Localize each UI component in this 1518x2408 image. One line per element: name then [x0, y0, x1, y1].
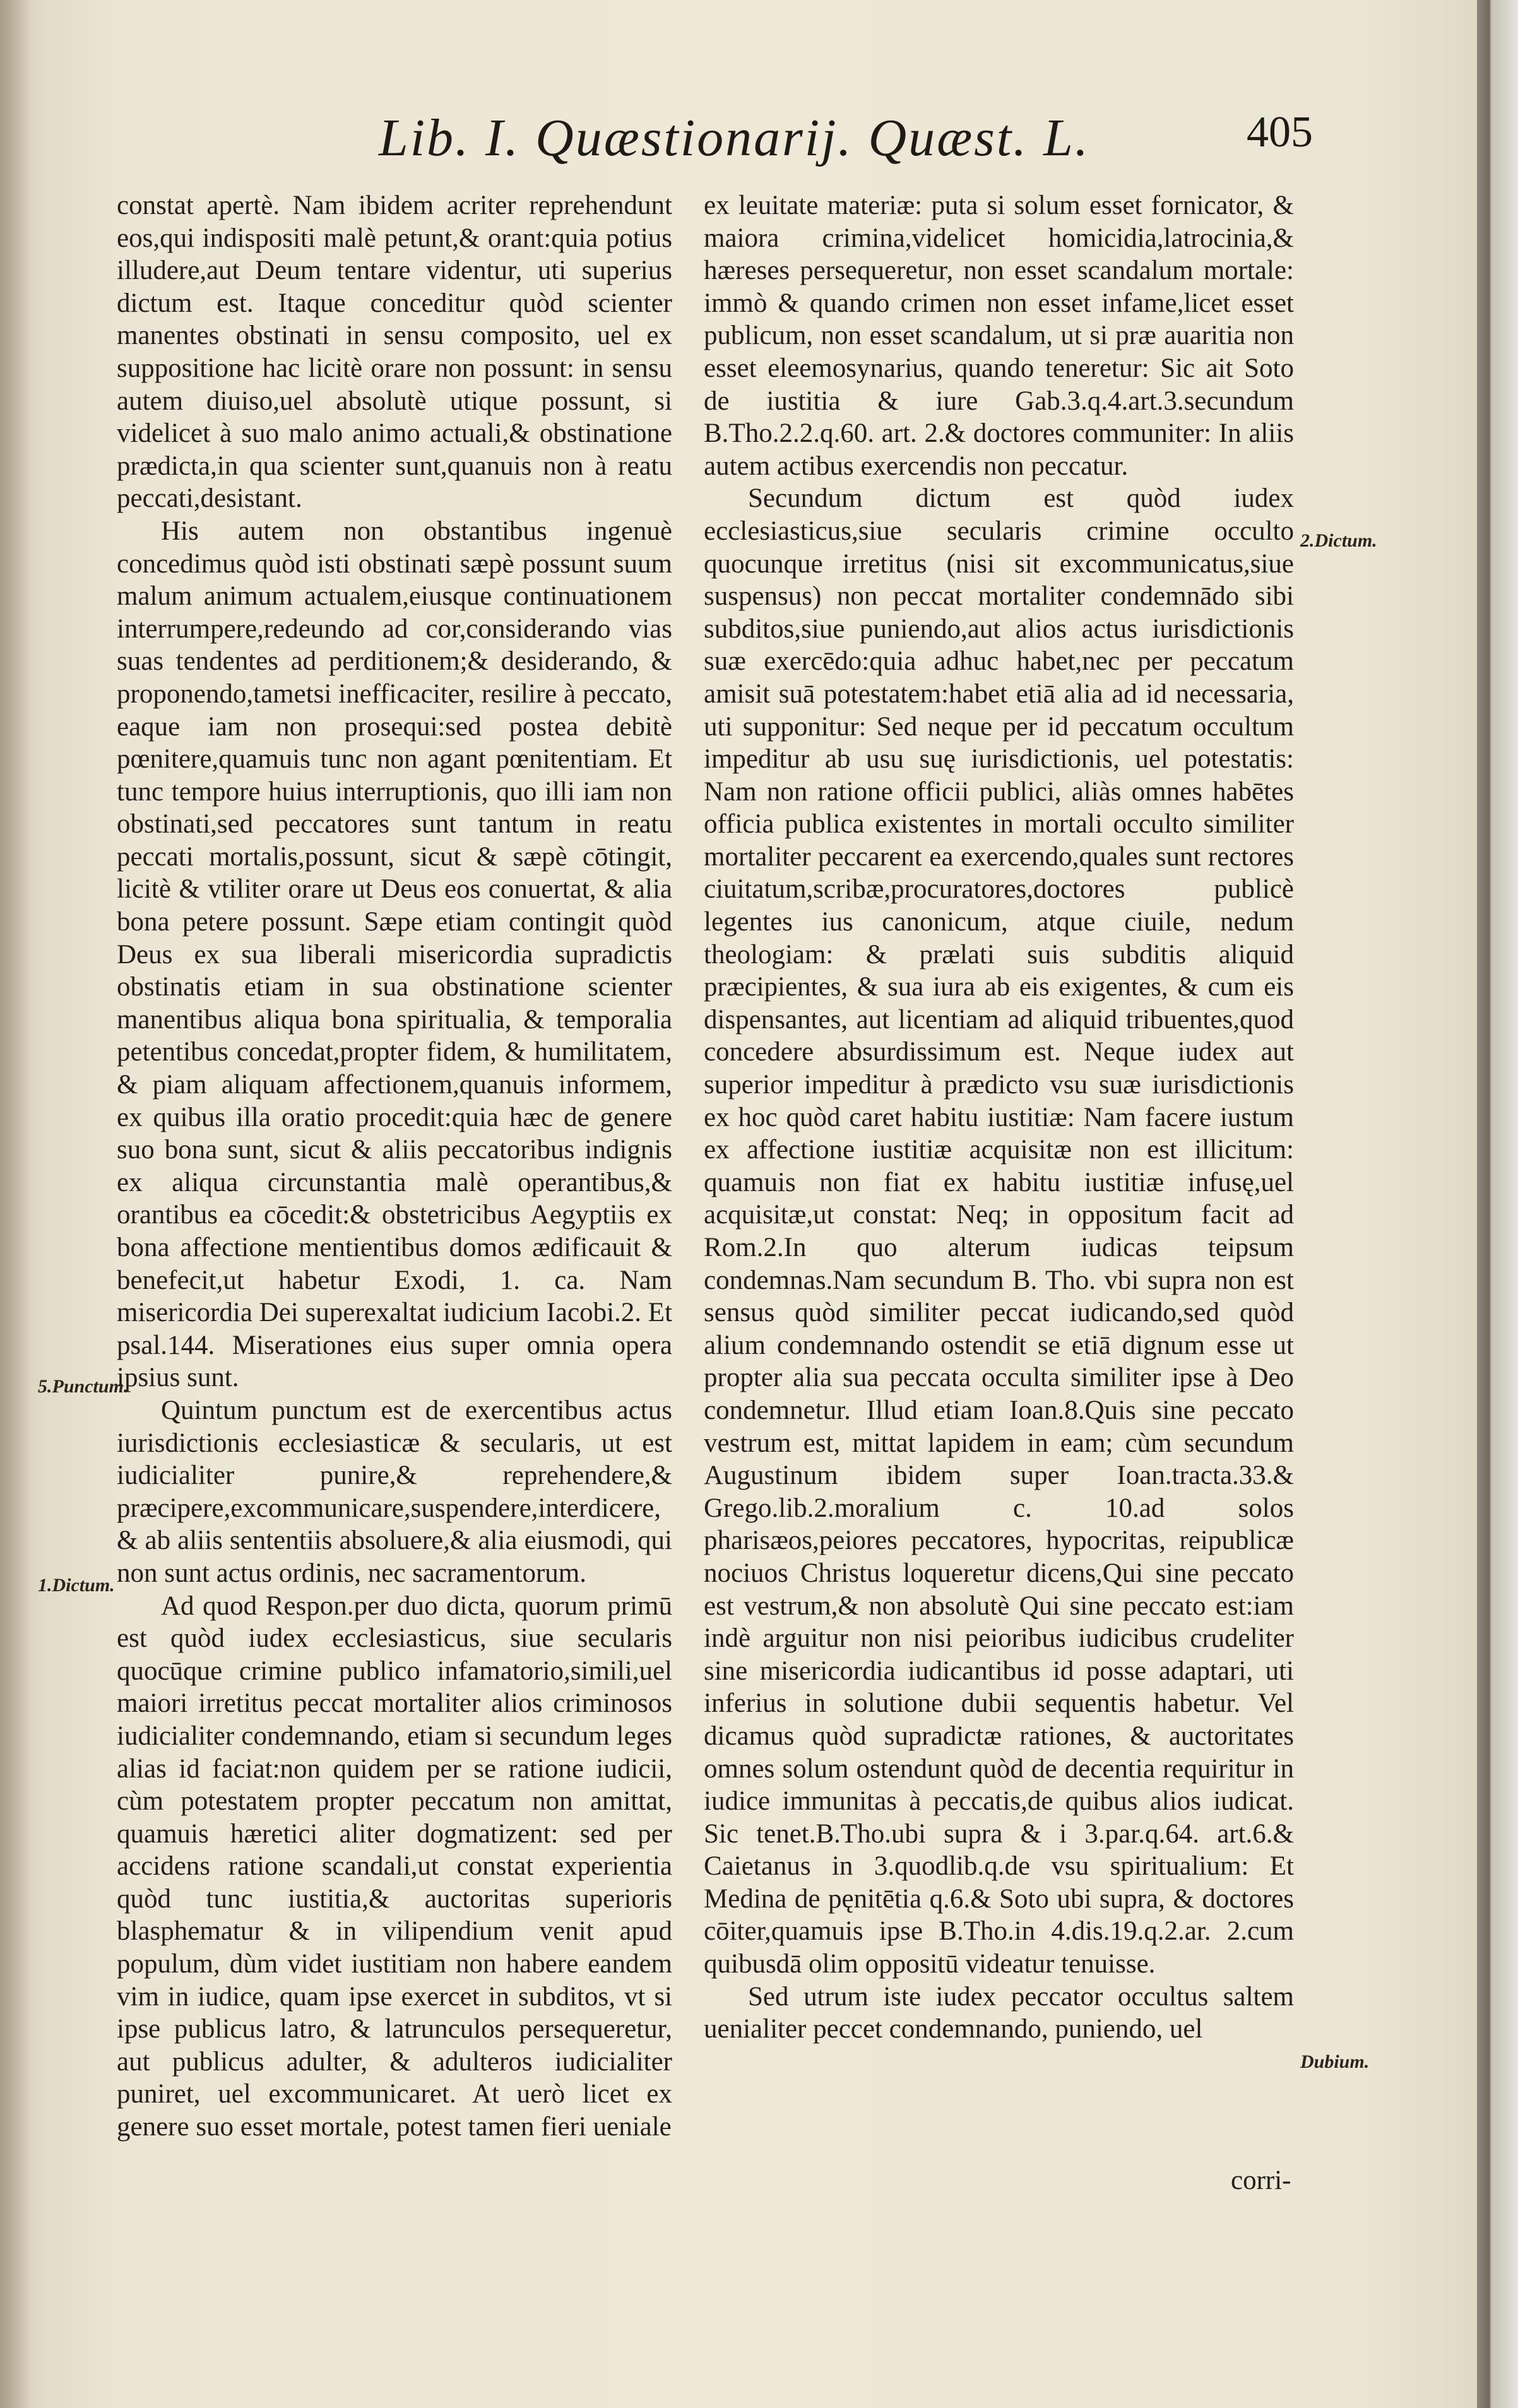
page-edge: [1477, 0, 1518, 2408]
right-paragraph-3: Sed utrum iste iudex peccator occultus saltem uenialiter peccet condemnando, puniendo, uel: [704, 1981, 1294, 2044]
running-head: [379, 107, 1313, 183]
marginal-note-dubium: Dubium.: [1300, 2051, 1370, 2072]
gutter-shadow: [0, 0, 32, 2408]
running-head-title: Lib. I. Quæstionarij. Quæst. L.: [379, 109, 1090, 167]
right-paragraph-2: Secundum dictum est quòd iudex ecclesiasticus,siue secularis crimine occulto quocunque irretitus (nisi sit excommunicatus,siue suspensus) non peccat mortaliter condemnādo sibi subditos,siue puniendo,aut alios actus iurisdictionis suæ exercēdo:quia adhuc habet,nec per peccatum amisit suā potestatem:habet etiā alia ad id necessaria, uti supponitur: Sed neque per id peccatum occultum impeditur ab usu suę iurisdictionis, uel potestatis: Nam non ratione officii publici, aliàs omnes habētes officia publica existentes in mortali occulto similiter mortaliter peccarent ea exercendo,quales sunt rectores ciuitatum,scribæ,procuratores,doctores publicè legentes ius canonicum, atque ciuile, nedum theologiam: & prælati suis subditis aliquid præcipientes, & sua iura ab eis exigentes, & cum eis dispensantes, aut licentiam ad aliquid tribuentes,quod concedere absurdissimum est. Neque iudex aut superior impeditur à prædicto vsu suæ iurisdictionis ex hoc quòd caret habitu iustitiæ: Nam facere iustum ex affectione iustitiæ acquisitæ non est illicitum: quamuis non fiat ex habitu iustitiæ infusę,uel acquisitæ,ut constat: Neq; in oppositum facit ad Rom.2.In quo alterum iudicas teipsum condemnas.Nam secundum B. Tho. vbi supra non est sensus quòd similiter peccat iudicando,sed quòd alium condemnando ostendit se etiā dignum esse ut propter alia sua peccata occulta similiter ipse à Deo condemnetur. Illud etiam Ioan.8.Quis sine peccato vestrum est, mittat lapidem in eam; cùm secundum Augustinum ibidem super Ioan.tracta.33.& Grego.lib.2.moralium c. 10.ad solos pharisæos,peiores peccatores, hypocritas, reipublicæ nociuos Christus loqueretur dicens,Qui sine peccato est vestrum,& non absolutè Qui sine peccato est:iam indè arguitur non nisi peioribus iudicibus crudeliter sine misericordia iudicantibus id posse adaptari, uti inferius in solutione dubii sequentis habetur. Vel dicamus quòd supradictæ rationes, & auctoritates omnes solum ostendunt quòd de decentia requiritur in iudice immunitas à peccatis,de quibus alios iudicat. Sic tenet.B.Tho.ubi supra & i 3.par.q.64. art.6.& Caietanus in 3.quodlib.q.de vsu spiritualium: Et Medina de pęnitētia q.6.& Soto ubi supra, & doctores cōiter,quamuis ipse B.Tho.in 4.dis.19.q.2.ar. 2.cum quibusdā olim oppositū videatur tenuisse.: [704, 483, 1294, 1979]
catchword: corri-: [1231, 2166, 1291, 2195]
left-paragraph-3: Quintum punctum est de exercentibus actus iurisdictionis ecclesiasticæ & secularis, ut est iudicialiter punire,& reprehendere,& præcipere,excommunicare,suspendere,interdicere, & ab aliis sententiis absoluere,& alia eiusmodi, qui non sunt actus ordinis, nec sacramentorum.: [117, 1395, 672, 1588]
right-paragraph-1: ex leuitate materiæ: puta si solum esset fornicator, & maiora crimina,videlicet homicidia,latrocinia,& hæreses persequeretur, non esset scandalum mortale: immò & quando crimen non esset infame,licet esset publicum, non esset scandalum, ut si præ auaritia non esset eleemosynarius, quando teneretur: Sic ait Soto de iustitia & iure Gab.3.q.4.art.3.secundum B.Tho.2.2.q.60. art. 2.& doctores communiter: In aliis autem actibus exercendis non peccatur.: [704, 191, 1294, 481]
marginal-note-dictum-1: 1.Dictum.: [38, 1575, 115, 1596]
marginal-note-dictum-2: 2.Dictum.: [1300, 530, 1377, 551]
page-number: 405: [1247, 108, 1313, 157]
marginal-note-punctum: 5.Punctum.: [38, 1376, 129, 1397]
right-column: [704, 189, 1294, 2046]
left-paragraph-1: constat apertè. Nam ibidem acriter reprehendunt eos,qui indispositi malè petunt,& orant:quia potius illudere,aut Deum tentare videntur, uti superius dictum est. Itaque conceditur quòd scienter manentes obstinati in sensu composito, uel ex suppositione hac licitè orare non possunt: in sensu autem diuiso,uel absolutè utique possunt, si videlicet à suo malo animo actuali,& obstinatione prædicta,in qua scienter sunt,quanuis non à reatu peccati,desistant.: [117, 191, 672, 514]
left-paragraph-4: Ad quod Respon.per duo dicta, quorum primū est quòd iudex ecclesiasticus, siue secularis quocūque crimine publico infamatorio,simili,uel maiori irretitus peccat mortaliter alios criminosos iudicialiter condemnando, etiam si secundum leges alias id faciat:non quidem per se ratione iudicii, cùm potestatem propter peccatum non amittat, quamuis hæretici aliter dogmatizent: sed per accidens ratione scandali,ut constat experientia quòd tunc iustitia,& auctoritas superioris blasphematur & in vilipendium venit apud populum, dùm videt iustitiam non habere eandem vim in iudice, quam ipse exercet in subditos, vt si ipse publicus latro, & latrunculos persequeretur, aut publicus adulter, & adulteros iudicialiter puniret, uel excommunicaret. At uerò licet ex genere suo esset mortale, potest tamen fieri ueniale: [117, 1591, 672, 2142]
left-paragraph-2: His autem non obstantibus ingenuè concedimus quòd isti obstinati sæpè possunt suum malum animum actualem,eiusque continuationem interrumpere,redeundo ad cor,considerando vias suas tendentes ad perditionem;& desiderando, & proponendo,tametsi inefficaciter, resilire à peccato, eaque iam non prosequi:sed postea debitè pœnitere,quamuis tunc non agant pœnitentiam. Et tunc tempore huius interruptionis, quo illi iam non obstinati,sed peccatores sunt tantum in reatu peccati mortalis,possunt, sicut & sæpè cōtingit, licitè & vtiliter orare ut Deus eos conuertat, & alia bona petere possunt. Sæpe etiam contingit quòd Deus ex sua liberali misericordia supradictis obstinatis etiam in sua obstinatione scienter manentibus aliqua bona spiritualia, & temporalia petentibus concedat,propter fidem, & humilitatem, & piam aliquam affectionem,quanuis informem, ex quibus illa oratio procedit:quia hæc de genere suo bona sunt, sicut & aliis peccatoribus indignis ex aliqua circunstantia malè operantibus,& orantibus ea cōcedit:& obstetricibus Aegyptiis ex bona affectione mentientibus domos ædificauit & benefecit,ut habetur Exodi, 1. ca. Nam misericordia Dei superexaltat iudicium Iacobi.2. Et psal.144. Miserationes eius super omnia opera ipsius sunt.: [117, 516, 673, 1393]
left-column: [117, 189, 672, 2144]
